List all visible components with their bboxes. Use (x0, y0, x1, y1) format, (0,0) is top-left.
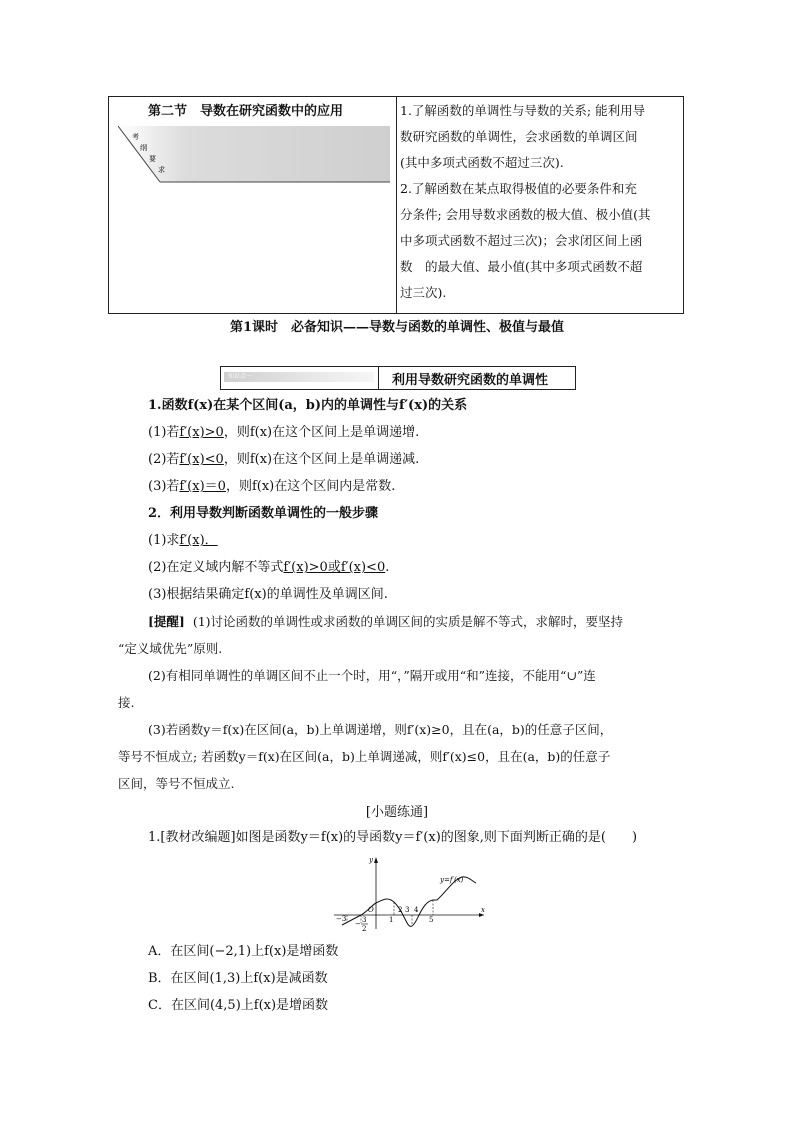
knowledge-heading-2: 2．利用导数判断函数单调性的一般步骤 (148, 506, 379, 521)
origin-label: O (368, 906, 374, 914)
banner-title: 利用导数研究函数的单调性 (392, 373, 549, 388)
knowledge-heading-1: 1.函数f(x)在某个区间(a，b)内的单调性与f′(x)的关系 (148, 398, 468, 413)
option-c[interactable]: C．在区间(4,5)上f(x)是增函数 (148, 998, 329, 1013)
tip-3: (3)若函数y＝f(x)在区间(a，b)上单调递增，则f′(x)≥0，且在(a，b)的任意子区间， (148, 722, 613, 737)
fraction-denominator: 2 (362, 925, 367, 933)
requirement-line: (其中多项式函数不超过三次). (400, 155, 564, 170)
step-2: (2)在定义域内解不等式f′(x)>0或f′(x)<0. (148, 560, 390, 575)
step-1: (1)求f′(x)． (148, 533, 218, 548)
exam-char: 求 (158, 166, 165, 174)
y-axis-label: y (369, 856, 373, 864)
requirement-line: 数研究函数的单调性，会求函数的单调区间 (400, 129, 638, 144)
requirement-line: 2.了解函数在某点取得极值的必要条件和充 (400, 181, 637, 196)
tip-1-cont: “定义域优先”原则. (118, 641, 223, 656)
requirement-line: 数 的最大值、最小值(其中多项式函数不超 (400, 259, 643, 274)
practice-question: 1.[教材改编题]如图是函数y＝f(x)的导函数y＝f′(x)的图象,则下面判断正确的是( ) (148, 830, 638, 845)
option-a[interactable]: A．在区间(−2,1)上f(x)是增函数 (148, 944, 339, 959)
banner-divider (378, 366, 379, 390)
requirement-line: 中多项式函数不超过三次)；会求闭区间上函 (400, 233, 643, 248)
fraction-sign: − (355, 920, 361, 928)
exam-char: 考 (132, 133, 139, 141)
tick-label: −3 (336, 915, 347, 923)
curve-label: y=f′(x) (440, 876, 464, 884)
table-divider (396, 96, 397, 314)
tick-label: 1 (389, 916, 394, 924)
tip-1: [提醒] (1)讨论函数的单调性或求函数的单调区间的实质是解不等式，求解时，要坚持 (148, 614, 624, 629)
rule-3: (3)若f′(x)＝0，则f(x)在这个区间内是常数. (148, 479, 396, 494)
derivative-graph (330, 853, 490, 935)
banner-tag: 知识点一 (228, 373, 253, 380)
tick-label: 2 (398, 906, 403, 914)
requirement-line: 过三次). (400, 285, 447, 300)
x-axis-label: x (481, 906, 485, 914)
tip-2: (2)有相同单调性的单调区间不止一个时，用“，”隔开或用“和”连接，不能用“∪”连 (148, 668, 596, 683)
tip-3-cont: 等号不恒成立; 若函数y＝f(x)在区间(a，b)上单调递减，则f′(x)≤0，且在(a，b)的任意子 (118, 749, 611, 764)
exam-char: 纲 (140, 144, 147, 152)
rule-1: (1)若f′(x)>0，则f(x)在这个区间上是单调递增. (148, 425, 420, 440)
rule-2: (2)若f′(x)<0，则f(x)在这个区间上是单调递减. (148, 452, 420, 467)
exam-char: 要 (149, 155, 156, 163)
tick-label: 3 (405, 906, 410, 914)
tip-3-end: 区间，等号不恒成立. (118, 776, 235, 791)
lesson-title: 第1课时 必备知识——导数与函数的单调性、极值与最值 (229, 320, 565, 335)
step-3: (3)根据结果确定f(x)的单调性及单调区间. (148, 587, 388, 602)
tip-2-cont: 接. (118, 695, 135, 710)
tick-label: 4 (414, 906, 419, 914)
fraction-numerator: 3 (362, 916, 367, 924)
option-b[interactable]: B．在区间(1,3)上f(x)是减函数 (148, 971, 328, 986)
requirements-list (400, 98, 682, 306)
tick-label: 5 (429, 916, 434, 924)
section-title: 第二节 导数在研究函数中的应用 (148, 104, 344, 119)
requirement-line: 分条件; 会用导数求函数的极大值、极小值(其 (400, 207, 651, 222)
exam-requirement-graphic (118, 124, 394, 186)
practice-heading: [小题练通] (365, 805, 429, 820)
requirement-line: 1.了解函数的单调性与导数的关系; 能利用导 (400, 103, 646, 118)
